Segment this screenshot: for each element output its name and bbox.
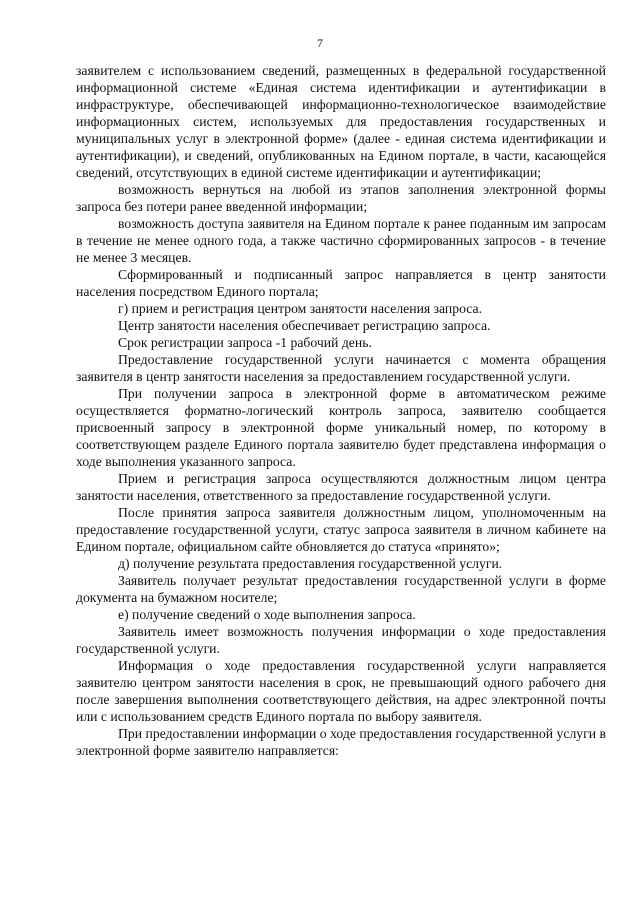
paragraph: Заявитель имеет возможность получения информации о ходе предоставления государственной услуги.	[76, 624, 606, 656]
paragraph: Заявитель получает результат предоставления государственной услуги в форме документа на бумажном носителе;	[76, 573, 606, 605]
paragraph: возможность вернуться на любой из этапов заполнения электронной формы запроса без потери ранее введенной информации;	[76, 182, 606, 214]
paragraph: Информация о ходе предоставления государственной услуги направляется заявителю центром занятости населения в срок, не превышающий одного рабочего дня после завершения выполнения соответствующего действия, на адрес электронной почты или с использованием средств Единого портала по выбору заявителя.	[76, 658, 606, 724]
document-body	[76, 62, 606, 759]
paragraph: Центр занятости населения обеспечивает регистрацию запроса.	[118, 318, 491, 333]
paragraph: Сформированный и подписанный запрос направляется в центр занятости населения посредством Единого портала;	[76, 267, 606, 299]
paragraph: При получении запроса в электронной форме в автоматическом режиме осуществляется форматно-логический контроль запроса, заявителю сообщается присвоенный запросу в электронной форме уникальный номер, по которому в соответствующем разделе Единого портала заявителю будет представлена информация о ходе выполнения указанного запроса.	[76, 386, 606, 469]
paragraph: После принятия запроса заявителя должностным лицом, уполномоченным на предоставление государственной услуги, статус запроса заявителя в личном кабинете на Едином портале, официальном сайте обновляется до статуса «принято»;	[76, 505, 606, 554]
paragraph: возможность доступа заявителя на Едином портале к ранее поданным им запросам в течение не менее одного года, а также частично сформированных запросов - в течение не менее 3 месяцев.	[76, 216, 606, 265]
paragraph: Прием и регистрация запроса осуществляются должностным лицом центра занятости населения, ответственного за предоставление государственной услуги.	[76, 471, 606, 503]
paragraph: Предоставление государственной услуги начинается с момента обращения заявителя в центр занятости населения за предоставлением государственной услуги.	[76, 352, 606, 384]
paragraph: заявителем с использованием сведений, размещенных в федеральной государственной информационной системе «Единая система идентификации и аутентификации в инфраструктуре, обеспечивающей информационно-технологическое взаимодействие информационных систем, используемых для предоставления государственных и муниципальных услуг в электронной форме» (далее - единая система идентификации и аутентификации), и сведений, опубликованных на Едином портале, в части, касающейся сведений, отсутствующих в единой системе идентификации и аутентификации;	[76, 63, 606, 180]
list-item-d: д) получение результата предоставления государственной услуги.	[118, 556, 503, 571]
paragraph: При предоставлении информации о ходе предоставления государственной услуги в электронной форме заявителю направляется:	[76, 726, 606, 758]
list-item-e: е) получение сведений о ходе выполнения запроса.	[118, 607, 416, 622]
paragraph: Срок регистрации запроса -1 рабочий день.	[118, 335, 372, 350]
list-item-g: г) прием и регистрация центром занятости населения запроса.	[118, 301, 483, 316]
page-number: 7	[317, 36, 323, 50]
